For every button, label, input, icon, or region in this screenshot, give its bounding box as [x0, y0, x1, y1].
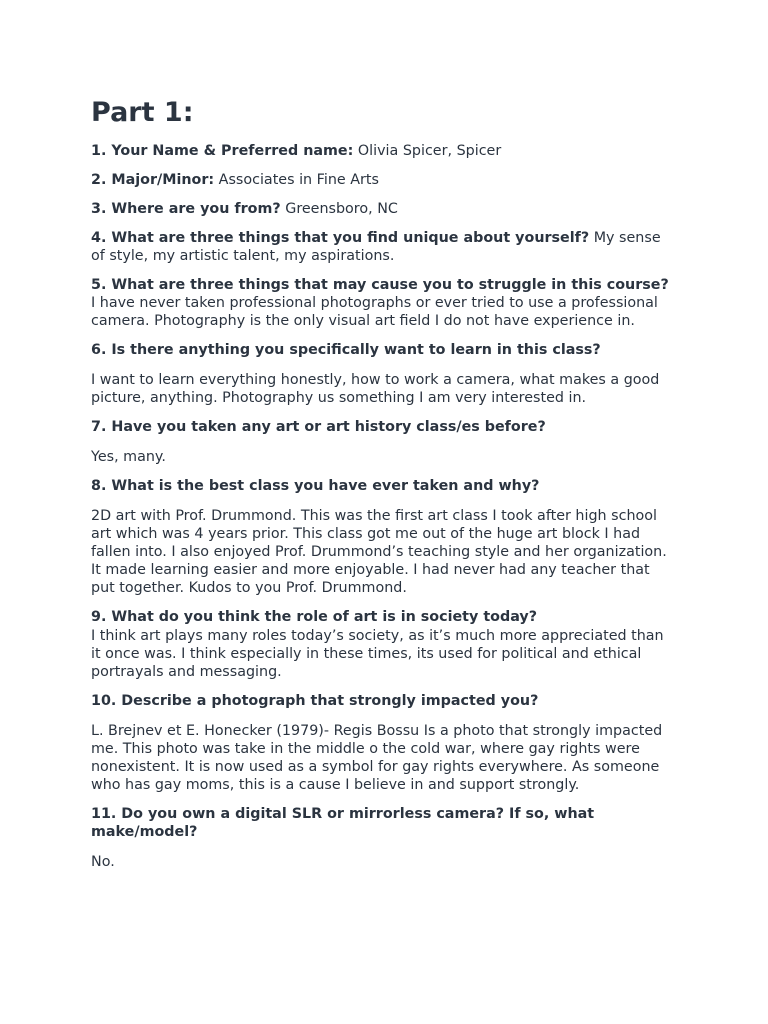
question-1-text: 1. Your Name & Preferred name:	[91, 143, 354, 159]
answer-3-text: Greensboro, NC	[285, 201, 398, 217]
answer-2-text: Associates in Fine Arts	[218, 172, 379, 188]
question-6-text: 6. Is there anything you specifically want to learn in this class?	[91, 342, 601, 358]
answer-1-text: Olivia Spicer, Spicer	[357, 143, 502, 159]
answer-11-text: No.	[91, 854, 115, 870]
question-2	[91, 171, 674, 189]
question-7-text: 7. Have you taken any art or art history class/es before?	[91, 419, 546, 435]
answer-9-text: I think art plays many roles today’s society, as it’s much more appreciated than it once was. I think especially in these times, its used for political and ethical portrayals and messaging.	[91, 628, 664, 680]
page-title: Part 1:	[91, 97, 194, 128]
answer-6-text: I want to learn everything honestly, how to work a camera, what makes a good picture, anything. Photography us something I am very interested in.	[91, 372, 660, 406]
answer-8-text: 2D art with Prof. Drummond. This was the first art class I took after high school art which was 4 years prior. This class got me out of the huge art block I had fallen into. I also enjoyed Prof. Drummond’s teaching style and her organization. It made learning easier and more enjoyable. I had never had any teacher that put together. Kudos to you Prof. Drummond.	[91, 508, 667, 596]
answer-4-text: My sense of style, my artistic talent, my aspirations.	[91, 230, 661, 264]
question-1	[91, 142, 674, 160]
answer-5-text: I have never taken professional photographs or ever tried to use a professional camera. Photography is the only visual art field I do not have experience in.	[91, 295, 658, 329]
question-3	[91, 200, 674, 218]
question-11-text: 11. Do you own a digital SLR or mirrorless camera? If so, what make/model?	[91, 806, 595, 840]
question-4-text: 4. What are three things that you find unique about yourself?	[91, 230, 590, 246]
question-5	[91, 276, 674, 330]
question-8-text: 8. What is the best class you have ever taken and why?	[91, 478, 540, 494]
answer-10-text: L. Brejnev et E. Honecker (1979)- Regis Bossu Is a photo that strongly impacted me. This photo was take in the middle o the cold war, where gay rights were nonexistent. It is now used as a symbol for gay rights everywhere. As someone who has gay moms, this is a cause I believe in and support strongly.	[91, 723, 663, 793]
question-9-text: 9. What do you think the role of art is in society today?	[91, 609, 538, 625]
question-10-text: 10. Describe a photograph that strongly impacted you?	[91, 693, 539, 709]
question-5-text: 5. What are three things that may cause you to struggle in this course?	[91, 277, 669, 293]
question-3-text: 3. Where are you from?	[91, 201, 281, 217]
answer-7-text: Yes, many.	[91, 449, 166, 465]
question-4	[91, 229, 674, 265]
question-2-text: 2. Major/Minor:	[91, 172, 215, 188]
